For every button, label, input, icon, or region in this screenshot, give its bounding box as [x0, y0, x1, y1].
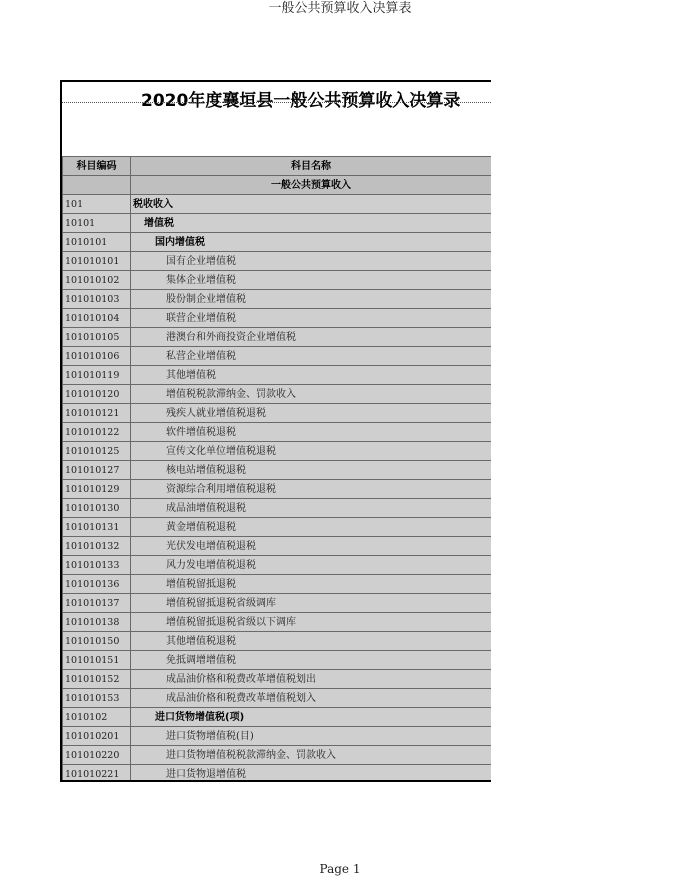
row-code-cell[interactable]: 101010105: [63, 328, 131, 347]
budget-table: [62, 156, 491, 782]
row-name-cell[interactable]: 进口货物增值税税款滞纳金、罚款收入: [131, 746, 492, 765]
row-name-cell[interactable]: 港澳台和外商投资企业增值税: [131, 328, 492, 347]
page-footer: Page 1: [319, 862, 361, 876]
row-name-cell[interactable]: 增值税: [131, 214, 492, 233]
row-name-cell[interactable]: 集体企业增值税: [131, 271, 492, 290]
table-row[interactable]: [63, 727, 492, 746]
table-row[interactable]: [63, 708, 492, 727]
section-header-label: 一般公共预算收入: [131, 176, 492, 195]
row-code-cell[interactable]: 101010104: [63, 309, 131, 328]
row-code-cell[interactable]: 101010137: [63, 594, 131, 613]
table-row[interactable]: [63, 442, 492, 461]
row-name-cell[interactable]: 增值税留抵退税省级调库: [131, 594, 492, 613]
table-row[interactable]: [63, 537, 492, 556]
row-code-cell[interactable]: 101010151: [63, 651, 131, 670]
table-row[interactable]: [63, 423, 492, 442]
table-row[interactable]: [63, 746, 492, 765]
row-code-cell[interactable]: 101010132: [63, 537, 131, 556]
row-code-cell[interactable]: 101010221: [63, 765, 131, 783]
table-row[interactable]: [63, 480, 492, 499]
report-title: 2020年度襄垣县一般公共预算收入决算录: [141, 91, 461, 111]
row-name-cell[interactable]: 资源综合利用增值税退税: [131, 480, 492, 499]
row-code-cell[interactable]: 101010138: [63, 613, 131, 632]
row-code-cell[interactable]: 101010127: [63, 461, 131, 480]
row-code-cell[interactable]: 101010136: [63, 575, 131, 594]
row-code-cell[interactable]: 101010201: [63, 727, 131, 746]
row-code-cell[interactable]: 101010130: [63, 499, 131, 518]
row-name-cell[interactable]: 成品油增值税退税: [131, 499, 492, 518]
table-row[interactable]: [63, 385, 492, 404]
row-name-cell[interactable]: 私营企业增值税: [131, 347, 492, 366]
row-code-cell[interactable]: 101010133: [63, 556, 131, 575]
title-area: [62, 82, 491, 157]
table-row[interactable]: [63, 765, 492, 783]
row-code-cell[interactable]: 101010131: [63, 518, 131, 537]
table-row[interactable]: [63, 252, 492, 271]
table-row[interactable]: [63, 309, 492, 328]
page-header: 一般公共预算收入决算表: [268, 1, 412, 16]
row-name-cell[interactable]: 宣传文化单位增值税退税: [131, 442, 492, 461]
row-name-cell[interactable]: 光伏发电增值税退税: [131, 537, 492, 556]
row-code-cell[interactable]: 101010152: [63, 670, 131, 689]
row-code-cell[interactable]: 101010106: [63, 347, 131, 366]
row-name-cell[interactable]: 风力发电增值税退税: [131, 556, 492, 575]
row-code-cell[interactable]: 10101: [63, 214, 131, 233]
row-name-cell[interactable]: 进口货物增值税(项): [131, 708, 492, 727]
table-row[interactable]: [63, 632, 492, 651]
row-code-cell[interactable]: 1010102: [63, 708, 131, 727]
table-row[interactable]: [63, 271, 492, 290]
row-name-cell[interactable]: 其他增值税退税: [131, 632, 492, 651]
row-code-cell[interactable]: 101010153: [63, 689, 131, 708]
row-name-cell[interactable]: 国内增值税: [131, 233, 492, 252]
table-row[interactable]: [63, 651, 492, 670]
row-code-cell[interactable]: 101010129: [63, 480, 131, 499]
row-code-cell[interactable]: 101010125: [63, 442, 131, 461]
row-name-cell[interactable]: 残疾人就业增值税退税: [131, 404, 492, 423]
table-row[interactable]: [63, 613, 492, 632]
table-row[interactable]: [63, 689, 492, 708]
spreadsheet-area: [60, 80, 491, 782]
section-header-row: [63, 176, 492, 195]
row-name-cell[interactable]: 股份制企业增值税: [131, 290, 492, 309]
row-code-cell[interactable]: 101010119: [63, 366, 131, 385]
table-row[interactable]: [63, 290, 492, 309]
table-row[interactable]: [63, 499, 492, 518]
row-code-cell[interactable]: 101: [63, 195, 131, 214]
row-code-cell[interactable]: 101010102: [63, 271, 131, 290]
row-name-cell[interactable]: 成品油价格和税费改革增值税划入: [131, 689, 492, 708]
row-name-cell[interactable]: 增值税税款滞纳金、罚款收入: [131, 385, 492, 404]
row-code-cell[interactable]: 101010220: [63, 746, 131, 765]
row-name-cell[interactable]: 成品油价格和税费改革增值税划出: [131, 670, 492, 689]
row-code-cell[interactable]: 101010150: [63, 632, 131, 651]
row-code-cell[interactable]: 101010101: [63, 252, 131, 271]
table-row[interactable]: [63, 404, 492, 423]
table-row[interactable]: [63, 328, 492, 347]
section-header-blank: [63, 176, 131, 195]
row-name-cell[interactable]: 税收收入: [131, 195, 492, 214]
table-row[interactable]: [63, 575, 492, 594]
title-divider: [62, 101, 491, 103]
row-name-cell[interactable]: 进口货物退增值税: [131, 765, 492, 783]
row-name-cell[interactable]: 国有企业增值税: [131, 252, 492, 271]
table-row[interactable]: [63, 347, 492, 366]
table-row[interactable]: [63, 670, 492, 689]
row-name-cell[interactable]: 软件增值税退税: [131, 423, 492, 442]
column-header-code: 科目编码: [63, 157, 131, 176]
table-row[interactable]: [63, 214, 492, 233]
row-code-cell[interactable]: 1010101: [63, 233, 131, 252]
table-row[interactable]: [63, 594, 492, 613]
row-name-cell[interactable]: 核电站增值税退税: [131, 461, 492, 480]
column-header-row: [63, 157, 492, 176]
table-row[interactable]: [63, 461, 492, 480]
table-row[interactable]: [63, 518, 492, 537]
row-name-cell[interactable]: 其他增值税: [131, 366, 492, 385]
row-name-cell[interactable]: 增值税留抵退税: [131, 575, 492, 594]
row-code-cell[interactable]: 101010122: [63, 423, 131, 442]
row-code-cell[interactable]: 101010103: [63, 290, 131, 309]
table-row[interactable]: [63, 233, 492, 252]
table-row[interactable]: [63, 195, 492, 214]
row-name-cell[interactable]: 进口货物增值税(目): [131, 727, 492, 746]
row-name-cell[interactable]: 免抵调增增值税: [131, 651, 492, 670]
table-row[interactable]: [63, 556, 492, 575]
row-name-cell[interactable]: 增值税留抵退税省级以下调库: [131, 613, 492, 632]
column-header-name: 科目名称: [131, 157, 492, 176]
table-row[interactable]: [63, 366, 492, 385]
row-code-cell[interactable]: 101010120: [63, 385, 131, 404]
row-name-cell[interactable]: 黄金增值税退税: [131, 518, 492, 537]
row-name-cell[interactable]: 联营企业增值税: [131, 309, 492, 328]
row-code-cell[interactable]: 101010121: [63, 404, 131, 423]
